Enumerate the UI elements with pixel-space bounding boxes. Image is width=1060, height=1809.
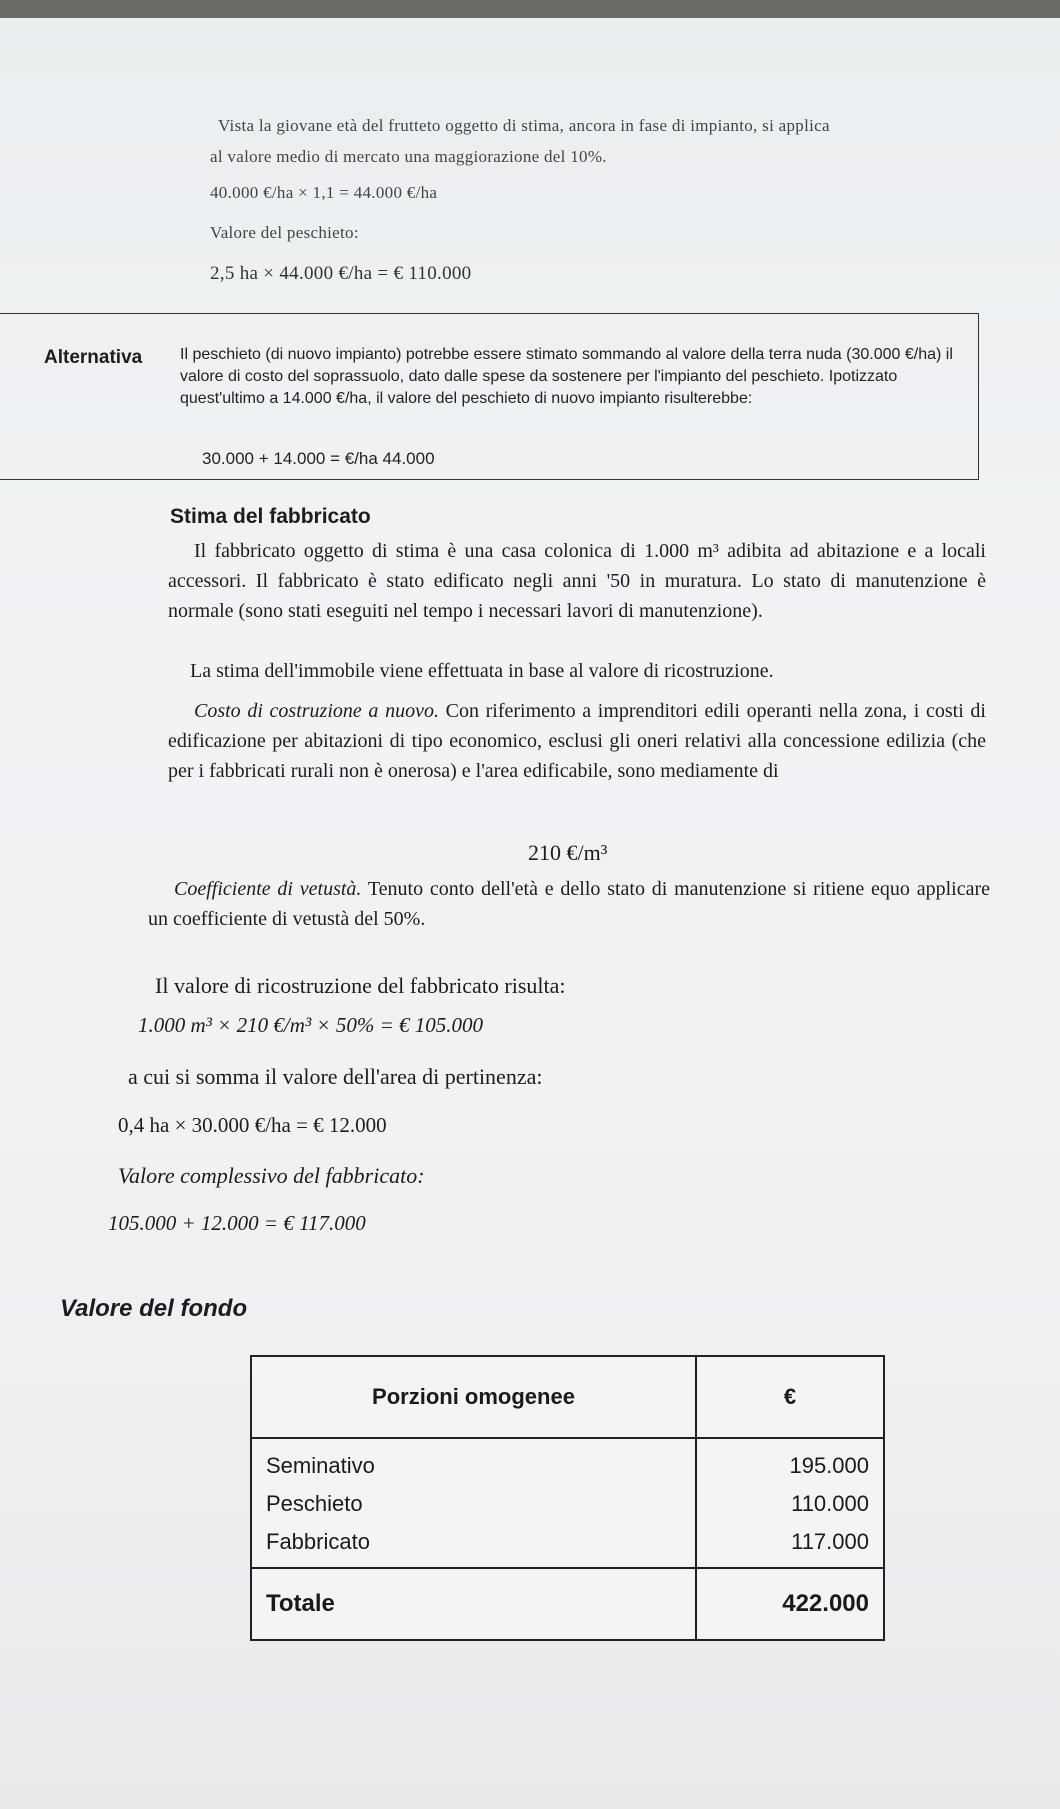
- costo-text: Con riferimento a imprenditori edili operanti nella zona, i costi di edificazione per abitazioni di tipo economico, esclusi gli oneri relativi alla concessione edilizia (che per i fabbricati rurali non è onerosa) e l'area edificabile, sono mediamente di: [168, 700, 986, 782]
- peschieto-label: Valore del peschieto:: [210, 223, 359, 242]
- coefficiente-label: Coefficiente di vetustà.: [174, 878, 362, 900]
- row-name-peschieto: Peschieto: [266, 1491, 363, 1516]
- fabbricato-paragraph-2: La stima dell'immobile viene effettuata in base al valore di ricostruzione.: [190, 660, 774, 682]
- table-header-row: [251, 1356, 884, 1438]
- photo-background: [0, 0, 1060, 18]
- table-total-row: [251, 1568, 884, 1640]
- document-page: [0, 18, 1060, 1809]
- coefficiente-paragraph: [148, 874, 990, 934]
- total-value: 422.000: [696, 1568, 884, 1640]
- table-cell-names: [251, 1438, 696, 1568]
- fabbricato-paragraph-1: Il fabbricato oggetto di stima è una casa colonica di 1.000 m³ adibita ad abitazione e a locali accessori. Il fabbricato è stato edificato negli anni '50 in muratura. Lo stato di manutenzione è normale (sono stati eseguiti nel tempo i necessari lavori di manutenzione).: [168, 540, 986, 622]
- intro-calc-1: 40.000 €/ha × 1,1 = 44.000 €/ha: [210, 183, 438, 202]
- intro-line-1: Vista la giovane età del frutteto oggetto di stima, ancora in fase di impianto, si applica: [218, 116, 830, 135]
- total-label: Totale: [251, 1568, 696, 1640]
- ricostruzione-label: Il valore di ricostruzione del fabbricato risulta:: [155, 973, 566, 998]
- area-label: a cui si somma il valore dell'area di pertinenza:: [128, 1064, 543, 1089]
- costo-value: 210 €/m³: [528, 840, 608, 865]
- alternativa-label: Alternativa: [44, 347, 143, 368]
- row-name-seminativo: Seminativo: [266, 1453, 375, 1478]
- coefficiente-text: Tenuto conto dell'età e dello stato di manutenzione si ritiene equo applicare un coefficiente di vetustà del 50%.: [148, 878, 990, 930]
- alternativa-box: [0, 313, 979, 480]
- intro-line-2: al valore medio di mercato una maggiorazione del 10%.: [210, 147, 607, 166]
- section-heading-fabbricato: Stima del fabbricato: [170, 505, 371, 528]
- totale-fabbricato-label: Valore complessivo del fabbricato:: [118, 1163, 425, 1188]
- alternativa-text: Il peschieto (di nuovo impianto) potrebbe essere stimato sommando al valore della terra nuda (30.000 €/ha) il valore di costo del soprassuolo, dato dalle spese da sostenere per l'impianto del peschieto. Ipotizzato quest'ultimo a 14.000 €/ha, il valore del peschieto di nuovo impianto risulterebbe:: [180, 346, 953, 407]
- row-name-fabbricato: Fabbricato: [266, 1529, 370, 1554]
- costo-paragraph: [168, 696, 986, 786]
- row-value-peschieto: 110.000: [791, 1491, 869, 1516]
- section-heading-fondo: Valore del fondo: [60, 1295, 248, 1322]
- ricostruzione-formula: 1.000 m³ × 210 €/m³ × 50% = € 105.000: [138, 1013, 484, 1037]
- table-header-euro: €: [696, 1356, 884, 1438]
- totale-fabbricato-formula: 105.000 + 12.000 = € 117.000: [108, 1211, 366, 1235]
- costo-label: Costo di costruzione a nuovo.: [194, 700, 439, 722]
- row-value-seminativo: 195.000: [789, 1453, 869, 1478]
- table-row: [251, 1438, 884, 1568]
- fondo-table: [250, 1355, 885, 1641]
- alternativa-formula: 30.000 + 14.000 = €/ha 44.000: [202, 449, 435, 468]
- row-value-fabbricato: 117.000: [791, 1529, 869, 1554]
- table-header-porzioni: Porzioni omogenee: [251, 1356, 696, 1438]
- area-formula: 0,4 ha × 30.000 €/ha = € 12.000: [118, 1113, 387, 1137]
- table-cell-values: [696, 1438, 884, 1568]
- intro-calc-2: 2,5 ha × 44.000 €/ha = € 110.000: [210, 263, 472, 284]
